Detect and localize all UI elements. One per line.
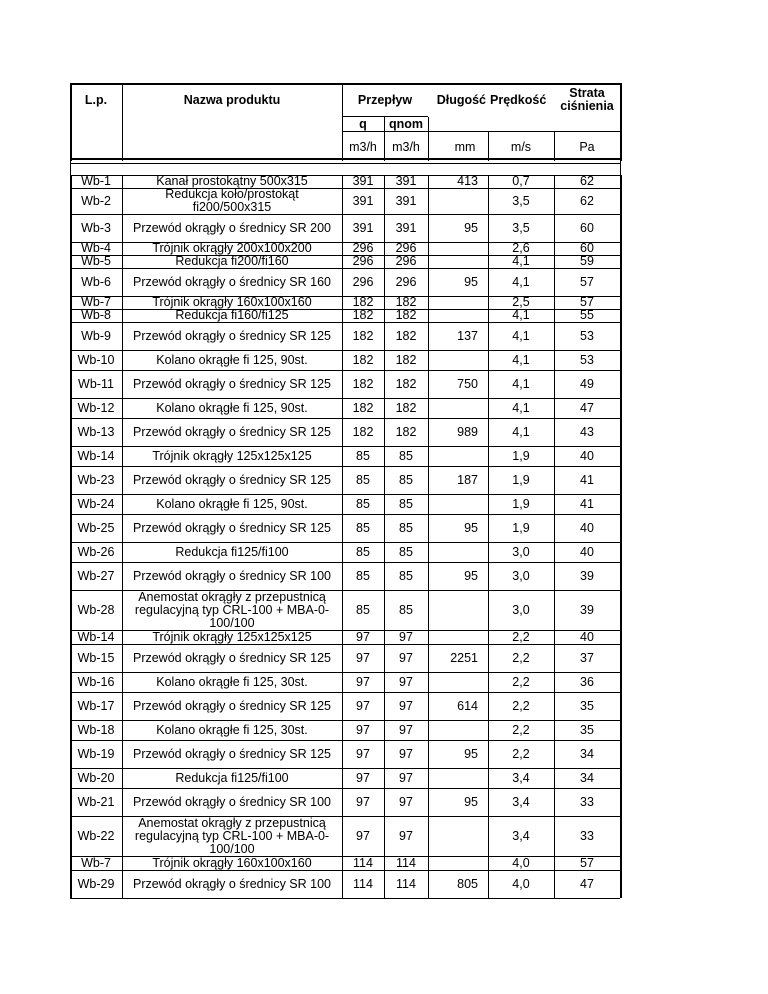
cell-v: 3,0 — [512, 568, 530, 583]
cell-len — [428, 446, 488, 466]
cell-q: 182 — [352, 376, 374, 391]
cell-name: Przewód okrągły o średnicy SR 125 — [132, 746, 331, 761]
cell-name: Trójnik okrągły 125x125x125 — [152, 448, 312, 463]
cell-lp: Wb-8 — [81, 308, 111, 322]
cell-p: 55 — [580, 308, 594, 322]
cell-name: Trójnik okrągły 160x100x160 — [152, 295, 312, 309]
cell-p: 33 — [580, 794, 594, 809]
cell-v: 2,2 — [512, 698, 530, 713]
cell-name: Kolano okrągłe fi 125, 90st. — [156, 496, 308, 511]
cell-p: 34 — [580, 746, 594, 761]
cell-qn: 391 — [395, 174, 417, 188]
cell-lp: Wb-3 — [81, 220, 111, 235]
cell-name: Przewód okrągły o średnicy SR 125 — [132, 650, 331, 665]
cell-name: Trójnik okrągły 125x125x125 — [152, 629, 312, 644]
cell-q: 85 — [356, 568, 370, 583]
cell-len — [428, 542, 488, 562]
cell-lp: Wb-24 — [77, 496, 115, 511]
unit-q: m3/h — [349, 139, 377, 154]
cell-v: 2,2 — [512, 746, 530, 761]
cell-v: 4,1 — [512, 400, 530, 415]
cell-p: 60 — [580, 241, 594, 255]
cell-p: 57 — [580, 295, 594, 309]
cell-v: 1,9 — [512, 472, 530, 487]
cell-v: 4,1 — [512, 352, 530, 367]
cell-p: 47 — [580, 400, 594, 415]
cell-lp: Wb-9 — [81, 328, 111, 343]
cell-p: 40 — [580, 544, 594, 559]
cell-lp: Wb-7 — [81, 295, 111, 309]
cell-name: Przewód okrągły o średnicy SR 125 — [132, 424, 331, 439]
cell-lp: Wb-16 — [77, 674, 115, 689]
cell-qn: 97 — [399, 629, 413, 644]
cell-qn: 85 — [399, 544, 413, 559]
cell-len — [428, 630, 488, 644]
cell-lp: Wb-19 — [77, 746, 115, 761]
cell-len — [428, 188, 488, 214]
cell-v: 2,2 — [512, 629, 530, 644]
cell-name: Przewód okrągły o średnicy SR 100 — [132, 794, 331, 809]
cell-q: 182 — [352, 328, 374, 343]
cell-name: Kolano okrągłe fi 125, 30st. — [156, 722, 308, 737]
cell-len — [428, 350, 488, 370]
cell-q: 97 — [356, 674, 370, 689]
cell-qn: 97 — [399, 674, 413, 689]
cell-p: 62 — [580, 193, 594, 208]
cell-len: 805 — [457, 876, 478, 891]
cell-name: Przewód okrągły o średnicy SR 160 — [132, 274, 331, 289]
row-divider — [70, 898, 620, 899]
cell-p: 41 — [580, 472, 594, 487]
cell-v: 4,0 — [512, 876, 530, 891]
cell-lp: Wb-14 — [77, 448, 115, 463]
cell-len: 95 — [464, 520, 478, 535]
cell-v: 3,0 — [512, 544, 530, 559]
cell-lp: Wb-23 — [77, 472, 115, 487]
cell-lp: Wb-18 — [77, 722, 115, 737]
cell-qn: 391 — [395, 193, 417, 208]
cell-q: 97 — [356, 770, 370, 785]
cell-name: Kolano okrągłe fi 125, 90st. — [156, 352, 308, 367]
cell-qn: 85 — [399, 496, 413, 511]
header-lp: L.p. — [84, 92, 108, 107]
cell-lp: Wb-7 — [81, 855, 111, 870]
header-speed: Prędkość — [490, 92, 547, 107]
cell-qn: 182 — [395, 328, 417, 343]
cell-q: 182 — [352, 295, 374, 309]
header-qnom: qnom — [388, 116, 424, 131]
cell-qn: 97 — [399, 770, 413, 785]
cell-qn: 114 — [396, 855, 416, 870]
cell-v: 3,4 — [512, 828, 530, 843]
cell-len: 95 — [464, 274, 478, 289]
cell-q: 85 — [356, 448, 370, 463]
cell-v: 4,0 — [512, 855, 530, 870]
cell-name: Anemostat okrągły z przepustnicą regulacyjną typ CRL-100 + MBA-0-100/100 — [134, 589, 330, 630]
cell-p: 41 — [580, 496, 594, 511]
cell-lp: Wb-20 — [77, 770, 115, 785]
cell-len: 95 — [464, 794, 478, 809]
cell-len — [428, 856, 488, 870]
cell-q: 97 — [356, 698, 370, 713]
cell-q: 97 — [356, 746, 370, 761]
cell-qn: 114 — [396, 876, 416, 891]
cell-name: Trójnik okrągły 200x100x200 — [152, 241, 312, 255]
cell-name: Przewód okrągły o średnicy SR 125 — [132, 520, 331, 535]
cell-lp: Wb-29 — [77, 876, 115, 891]
cell-v: 4,1 — [512, 254, 530, 268]
unit-qnom: m3/h — [392, 139, 420, 154]
cell-len — [428, 242, 488, 255]
cell-len — [428, 816, 488, 856]
cell-p: 53 — [580, 352, 594, 367]
cell-v: 1,9 — [512, 448, 530, 463]
cell-q: 182 — [352, 308, 374, 322]
cell-q: 296 — [352, 274, 374, 289]
header-length: Długość — [436, 92, 486, 107]
cell-q: 97 — [356, 629, 370, 644]
cell-name: Redukcja koło/prostokąt fi200/500x315 — [165, 187, 299, 214]
cell-q: 182 — [352, 424, 374, 439]
cell-q: 182 — [352, 352, 374, 367]
cell-v: 3,0 — [512, 602, 530, 617]
cell-lp: Wb-21 — [77, 794, 115, 809]
cell-v: 4,1 — [512, 376, 530, 391]
cell-lp: Wb-2 — [81, 193, 111, 208]
cell-v: 2,5 — [512, 295, 530, 309]
cell-v: 1,9 — [512, 520, 530, 535]
cell-p: 62 — [580, 174, 594, 188]
cell-len — [428, 255, 488, 268]
cell-qn: 97 — [399, 722, 413, 737]
cell-lp: Wb-4 — [81, 241, 111, 255]
cell-v: 4,1 — [512, 308, 530, 322]
cell-name: Przewód okrągły o średnicy SR 200 — [132, 220, 331, 235]
cell-q: 296 — [352, 254, 374, 268]
cell-len: 95 — [464, 568, 478, 583]
cell-p: 49 — [580, 376, 594, 391]
cell-len: 413 — [457, 174, 478, 188]
cell-len: 750 — [457, 376, 478, 391]
cell-q: 85 — [356, 496, 370, 511]
cell-len: 187 — [457, 472, 478, 487]
cell-qn: 97 — [399, 698, 413, 713]
cell-v: 3,5 — [512, 220, 530, 235]
cell-qn: 85 — [399, 448, 413, 463]
cell-len: 614 — [457, 698, 478, 713]
cell-len: 95 — [464, 746, 478, 761]
cell-lp: Wb-10 — [77, 352, 115, 367]
cell-len — [428, 296, 488, 309]
cell-qn: 182 — [395, 424, 417, 439]
cell-lp: Wb-22 — [77, 828, 115, 843]
cell-qn: 97 — [399, 650, 413, 665]
cell-qn: 182 — [395, 352, 417, 367]
cell-v: 2,2 — [512, 650, 530, 665]
cell-v: 4,1 — [512, 274, 530, 289]
cell-lp: Wb-17 — [77, 698, 115, 713]
cell-name: Przewód okrągły o średnicy SR 100 — [132, 876, 331, 891]
cell-q: 97 — [356, 828, 370, 843]
cell-q: 391 — [352, 220, 374, 235]
cell-q: 85 — [356, 520, 370, 535]
cell-p: 37 — [580, 650, 594, 665]
cell-name: Anemostat okrągły z przepustnicą regulacyjną typ CRL-100 + MBA-0-100/100 — [134, 815, 330, 856]
cell-len: 2251 — [450, 650, 478, 665]
cell-name: Redukcja fi125/fi100 — [175, 770, 289, 785]
cell-qn: 85 — [399, 472, 413, 487]
cell-p: 59 — [580, 254, 594, 268]
cell-v: 2,6 — [512, 241, 530, 255]
cell-name: Kolano okrągłe fi 125, 30st. — [156, 674, 308, 689]
cell-name: Kanał prostokątny 500x315 — [156, 174, 308, 188]
unit-speed: m/s — [510, 139, 532, 154]
cell-v: 4,1 — [512, 328, 530, 343]
cell-name: Kolano okrągłe fi 125, 90st. — [156, 400, 308, 415]
cell-len — [428, 494, 488, 514]
cell-p: 57 — [580, 274, 594, 289]
cell-len: 95 — [464, 220, 478, 235]
cell-p: 40 — [580, 448, 594, 463]
cell-len — [428, 768, 488, 788]
cell-q: 97 — [356, 722, 370, 737]
cell-lp: Wb-12 — [77, 400, 115, 415]
cell-len — [428, 720, 488, 740]
unit-pressure-loss: Pa — [579, 139, 595, 154]
cell-len — [428, 309, 488, 322]
cell-qn: 182 — [395, 400, 417, 415]
cell-p: 60 — [580, 220, 594, 235]
cell-qn: 85 — [399, 602, 413, 617]
cell-v: 3,4 — [512, 770, 530, 785]
cell-lp: Wb-25 — [77, 520, 115, 535]
cell-name: Redukcja fi160/fi125 — [175, 308, 289, 322]
cell-qn: 85 — [399, 568, 413, 583]
header-product-name: Nazwa produktu — [183, 92, 281, 107]
cell-len — [428, 398, 488, 418]
cell-name: Redukcja fi200/fi160 — [175, 254, 289, 268]
cell-lp: Wb-14 — [77, 629, 115, 644]
header-pressure-loss: Strata ciśnienia — [560, 86, 614, 113]
cell-qn: 391 — [395, 220, 417, 235]
cell-lp: Wb-13 — [77, 424, 115, 439]
cell-v: 2,2 — [512, 674, 530, 689]
cell-name: Redukcja fi125/fi100 — [175, 544, 289, 559]
cell-v: 2,2 — [512, 722, 530, 737]
header-q: q — [359, 116, 367, 131]
cell-name: Przewód okrągły o średnicy SR 125 — [132, 328, 331, 343]
cell-p: 35 — [580, 722, 594, 737]
cell-p: 43 — [580, 424, 594, 439]
cell-p: 40 — [580, 520, 594, 535]
cell-name: Trójnik okrągły 160x100x160 — [152, 855, 312, 870]
cell-q: 97 — [356, 650, 370, 665]
cell-p: 33 — [580, 828, 594, 843]
cell-v: 3,5 — [512, 193, 530, 208]
cell-q: 296 — [352, 241, 374, 255]
cell-v: 1,9 — [512, 496, 530, 511]
cell-len — [428, 672, 488, 692]
cell-qn: 85 — [399, 520, 413, 535]
cell-q: 97 — [356, 794, 370, 809]
cell-p: 57 — [580, 855, 594, 870]
cell-qn: 97 — [399, 828, 413, 843]
cell-name: Przewód okrągły o średnicy SR 100 — [132, 568, 331, 583]
cell-len: 137 — [457, 328, 478, 343]
cell-lp: Wb-28 — [77, 602, 115, 617]
cell-qn: 182 — [395, 376, 417, 391]
unit-length: mm — [454, 139, 476, 154]
cell-v: 3,4 — [512, 794, 530, 809]
cell-qn: 97 — [399, 794, 413, 809]
cell-qn: 296 — [395, 241, 417, 255]
cell-p: 39 — [580, 568, 594, 583]
cell-p: 47 — [580, 876, 594, 891]
cell-name: Przewód okrągły o średnicy SR 125 — [132, 376, 331, 391]
cell-v: 4,1 — [512, 424, 530, 439]
cell-p: 40 — [580, 629, 594, 644]
cell-q: 85 — [356, 602, 370, 617]
cell-p: 34 — [580, 770, 594, 785]
cell-qn: 182 — [395, 308, 417, 322]
header-flow: Przepływ — [357, 92, 413, 107]
cell-q: 391 — [352, 193, 374, 208]
cell-p: 39 — [580, 602, 594, 617]
cell-name: Przewód okrągły o średnicy SR 125 — [132, 472, 331, 487]
cell-len — [428, 590, 488, 630]
cell-v: 0,7 — [512, 174, 530, 188]
cell-q: 114 — [353, 855, 373, 870]
cell-lp: Wb-15 — [77, 650, 115, 665]
cell-lp: Wb-11 — [78, 376, 114, 391]
cell-qn: 97 — [399, 746, 413, 761]
cell-q: 114 — [353, 876, 373, 891]
cell-lp: Wb-27 — [77, 568, 115, 583]
cell-lp: Wb-1 — [81, 174, 111, 188]
cell-q: 85 — [356, 544, 370, 559]
cell-lp: Wb-26 — [77, 544, 115, 559]
cell-name: Przewód okrągły o średnicy SR 125 — [132, 698, 331, 713]
cell-qn: 296 — [395, 274, 417, 289]
cell-q: 391 — [352, 174, 374, 188]
cell-qn: 182 — [395, 295, 417, 309]
cell-q: 85 — [356, 472, 370, 487]
cell-len: 989 — [457, 424, 478, 439]
cell-lp: Wb-6 — [81, 274, 111, 289]
cell-p: 36 — [580, 674, 594, 689]
cell-p: 35 — [580, 698, 594, 713]
cell-p: 53 — [580, 328, 594, 343]
cell-lp: Wb-5 — [81, 254, 111, 268]
cell-q: 182 — [352, 400, 374, 415]
cell-qn: 296 — [395, 254, 417, 268]
